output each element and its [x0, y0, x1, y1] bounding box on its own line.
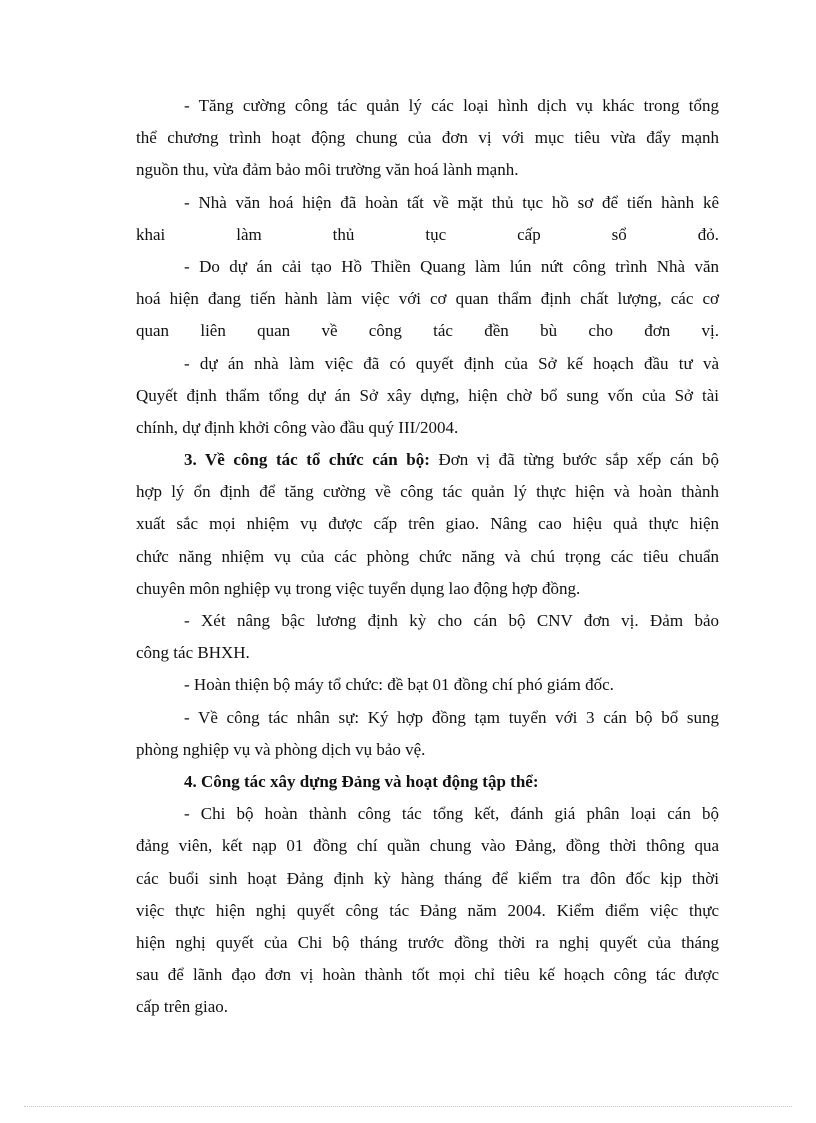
section-heading-party: 4. Công tác xây dựng Đảng và hoạt động tập thể: [184, 771, 539, 791]
text-line: hiện nghị quyết của Chi bộ tháng trước đồng thời ra nghị quyết của tháng [136, 932, 719, 952]
text-line: Quyết định thẩm tổng dự án Sở xây dựng, hiện chờ bổ sung vốn của Sở tài [136, 385, 719, 405]
paragraph-service-management [136, 90, 719, 187]
text-line: - Nhà văn hoá hiện đã hoàn tất về mặt thủ tục hồ sơ để tiến hành kê [184, 192, 719, 212]
text-line: các buổi sinh hoạt Đảng định kỳ hàng tháng để kiểm tra đôn đốc kịp thời [136, 868, 719, 888]
text-line: thể chương trình hoạt động chung của đơn vị với mục tiêu vừa đẩy mạnh [136, 128, 719, 148]
paragraph-office-project [136, 348, 719, 445]
paragraph-personnel [136, 702, 719, 766]
text-run: Đơn vị đã từng bước sắp xếp cán bộ [429, 450, 719, 470]
paragraph-apparatus [136, 669, 719, 701]
text-line: khai làm thủ tục cấp sổ đỏ. [136, 224, 719, 244]
page-bottom-divider [24, 1106, 792, 1107]
text-line: phòng nghiệp vụ và phòng dịch vụ bảo vệ. [136, 739, 426, 759]
text-line: - Về công tác nhân sự: Ký hợp đồng tạm tuyển với 3 cán bộ bổ sung [184, 707, 719, 727]
text-line: nguồn thu, vừa đảm bảo môi trường văn hoá lành mạnh. [136, 160, 519, 180]
paragraph-party-heading [136, 766, 719, 798]
paragraph-organization [136, 444, 719, 605]
text-line: chức năng nhiệm vụ của các phòng chức năng và chú trọng các tiêu chuẩn [136, 546, 719, 566]
text-line: sau để lãnh đạo đơn vị hoàn thành tốt mọi chỉ tiêu kế hoạch công tác được [136, 965, 719, 985]
text-line: - dự án nhà làm việc đã có quyết định của Sở kế hoạch đầu tư và [184, 353, 719, 373]
text-line: - Do dự án cải tạo Hồ Thiền Quang làm lún nứt công trình Nhà văn [184, 256, 719, 276]
text-line: - Tăng cường công tác quản lý các loại hình dịch vụ khác trong tổng [184, 96, 719, 115]
text-line: đảng viên, kết nạp 01 đồng chí quần chung vào Đảng, đồng thời thông qua [136, 836, 719, 856]
text-line: - Hoàn thiện bộ máy tổ chức: đề bạt 01 đồng chí phó giám đốc. [184, 675, 614, 695]
text-line: xuất sắc mọi nhiệm vụ được cấp trên giao. Nâng cao hiệu quả thực hiện [136, 514, 719, 534]
paragraph-lake-project [136, 251, 719, 348]
section-heading-organization: 3. Về công tác tổ chức cán bộ: [184, 450, 430, 470]
text-line: chuyên môn nghiệp vụ trong việc tuyển dụng lao động hợp đồng. [136, 578, 581, 598]
text-line: hợp lý ổn định để tăng cường về công tác quản lý thực hiện và hoàn thành [136, 482, 719, 502]
text-line: - Xét nâng bậc lương định kỳ cho cán bộ CNV đơn vị. Đảm bảo [184, 611, 719, 630]
paragraph-land-certificate [136, 187, 719, 251]
text-line: - Chi bộ hoàn thành công tác tổng kết, đánh giá phân loại cán bộ [184, 804, 719, 824]
text-line: chính, dự định khởi công vào đầu quý III/2004. [136, 417, 459, 437]
text-line: quan liên quan về công tác đền bù cho đơn vị. [136, 321, 719, 341]
text-line: hoá hiện đang tiến hành làm việc với cơ quan thẩm định chất lượng, các cơ [136, 289, 719, 309]
text-line [136, 444, 719, 476]
paragraph-party-cell [136, 798, 719, 1023]
document-body [136, 90, 719, 1023]
text-line: việc thực hiện nghị quyết công tác Đảng năm 2004. Kiểm điểm việc thực [136, 900, 719, 920]
text-line: công tác BHXH. [136, 643, 250, 663]
text-line: cấp trên giao. [136, 997, 229, 1017]
paragraph-salary [136, 605, 719, 669]
